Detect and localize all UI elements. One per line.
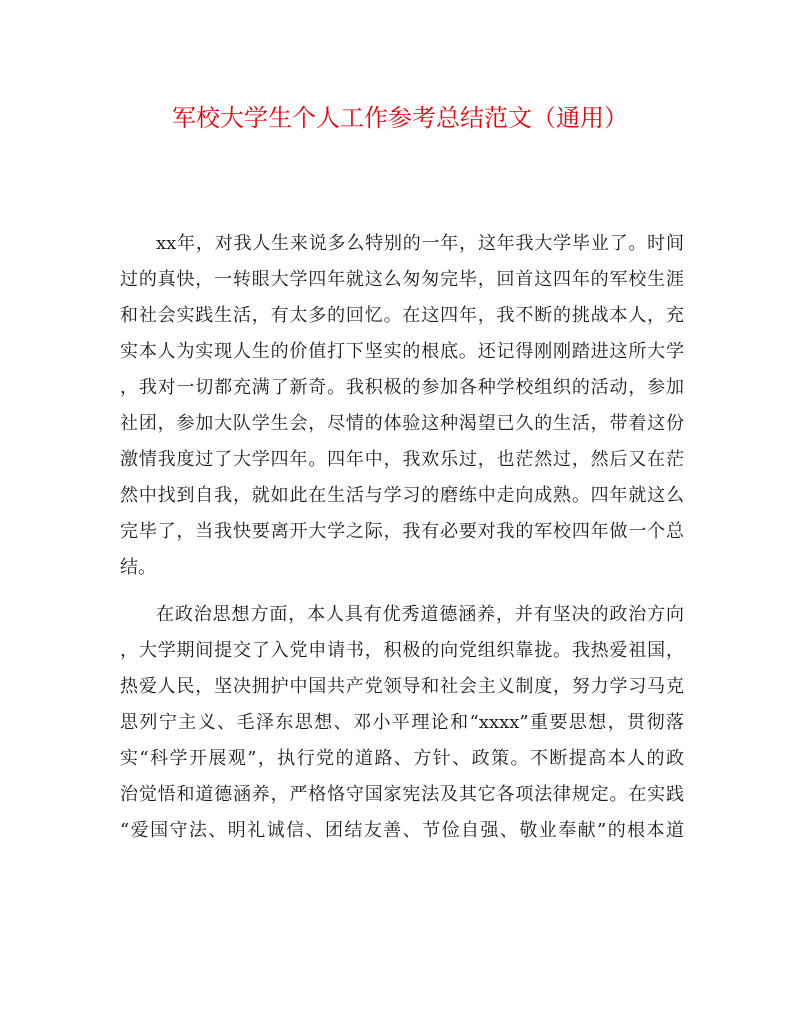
paragraph-line: “爱国守法、明礼诚信、团结友善、节俭自强、敬业奉献”的根本道 (120, 820, 684, 841)
document-title: 军校大学生个人工作参考总结范文（通用） (172, 104, 628, 132)
paragraph-line: 热爱人民，坚决拥护中国共产党领导和社会主义制度，努力学习马克 (120, 676, 684, 697)
paragraph-2 (120, 597, 684, 849)
paragraph-line: 激情我度过了大学四年。四年中，我欢乐过，也茫然过，然后又在茫 (120, 449, 684, 470)
paragraph-line: 实本人为实现人生的价值打下坚实的根底。还记得刚刚踏进这所大学 (120, 341, 684, 362)
paragraph-line: 治觉悟和道德涵养，严格恪守国家宪法及其它各项法律规定。在实践 (120, 784, 684, 805)
paragraph-line: 过的真快，一转眼大学四年就这么匆匆完毕，回首这四年的军校生涯 (120, 269, 684, 290)
paragraph-line: 在政治思想方面，本人具有优秀道德涵养，并有坚决的政治方向 (156, 604, 684, 625)
paragraph-line: 社团，参加大队学生会，尽情的体验这种渴望已久的生活，带着这份 (120, 413, 684, 434)
paragraph-line: 和社会实践生活，有太多的回忆。在这四年，我不断的挑战本人，充 (120, 305, 684, 326)
paragraph-line: 完毕了，当我快要离开大学之际，我有必要对我的军校四年做一个总 (120, 521, 684, 542)
paragraph-line: ，大学期间提交了入党申请书，积极的向党组织靠拢。我热爱祖国， (120, 640, 684, 661)
paragraph-line: 结。 (120, 557, 156, 578)
paragraph-line: ，我对一切都充满了新奇。我积极的参加各种学校组织的活动，参加 (120, 377, 684, 398)
paragraph-1 (120, 226, 684, 586)
paragraph-line: xx年，对我人生来说多么特别的一年，这年我大学毕业了。时间 (156, 233, 684, 254)
paragraph-line: 思列宁主义、毛泽东思想、邓小平理论和“xxxx”重要思想，贯彻落 (120, 712, 684, 733)
document-body (120, 226, 684, 860)
paragraph-line: 实“科学开展观”，执行党的道路、方针、政策。不断提高本人的政 (120, 748, 684, 769)
paragraph-line: 然中找到自我，就如此在生活与学习的磨练中走向成熟。四年就这么 (120, 485, 684, 506)
